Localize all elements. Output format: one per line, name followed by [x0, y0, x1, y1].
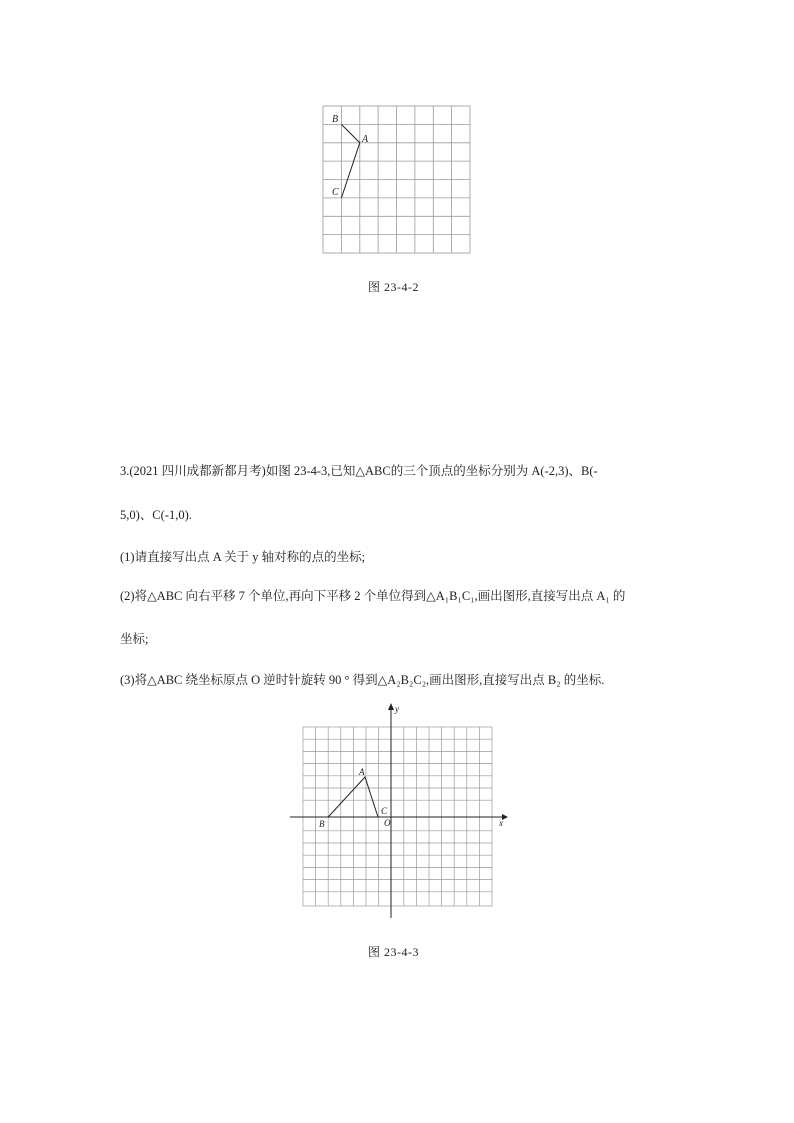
question-1: (1)请直接写出点 A 关于 y 轴对称的点的坐标;	[120, 550, 366, 564]
label-A-1: A	[362, 134, 369, 145]
label-B-2: B	[319, 819, 325, 829]
x-axis-label: x	[499, 818, 503, 828]
problem-line-2: 5,0)、C(-1,0).	[120, 508, 192, 522]
figure-23-4-3	[284, 700, 514, 925]
question-3: (3)将△ABC 绕坐标原点 O 逆时针旋转 90 ° 得到△A₂B₂C₂,画出图形,直接写出点 B₂ 的坐标.	[120, 673, 605, 687]
origin-label: O	[384, 818, 391, 828]
y-axis-label: y	[395, 704, 399, 714]
caption-figure-23-4-3: 图 23-4-3	[368, 945, 419, 959]
y-axis-arrow	[388, 703, 394, 710]
figure-23-4-2	[318, 100, 478, 260]
problem-line-1: 3.(2021 四川成都新都月考)如图 23-4-3,已知△ABC的三个顶点的坐标分别为 A(-2,3)、B(-	[120, 464, 598, 478]
question-2-line-1: (2)将△ABC 向右平移 7 个单位,再向下平移 2 个单位得到△A₁B₁C₁,画出图形,直接写出点 A₁ 的	[120, 589, 626, 603]
label-C-1: C	[332, 187, 339, 198]
question-2-line-2: 坐标;	[120, 632, 149, 646]
label-C-2: C	[381, 806, 388, 816]
label-B-1: B	[332, 114, 339, 125]
label-A-2: A	[359, 767, 365, 777]
caption-figure-23-4-2: 图 23-4-2	[368, 280, 419, 294]
